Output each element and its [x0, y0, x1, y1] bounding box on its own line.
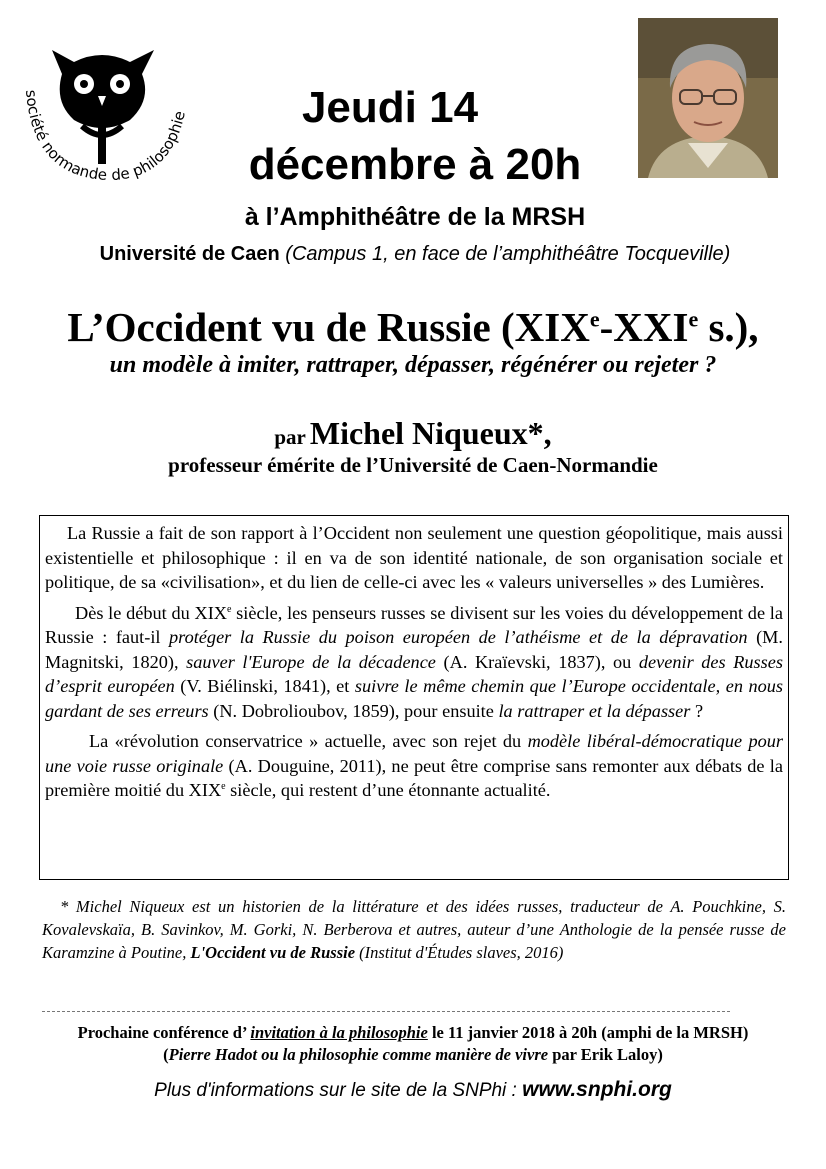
talk-title: [10, 303, 816, 351]
university-name: Université de Caen: [99, 243, 280, 265]
site-prefix: Plus d'informations sur le site de la SNPhi :: [154, 1080, 523, 1101]
text-run: (Institut d'Études slaves, 2016): [355, 943, 564, 962]
next-topic: Pierre Hadot ou la philosophie comme manière de vivre: [168, 1045, 549, 1064]
text-run: (: [163, 1045, 169, 1064]
text-sup: e: [221, 780, 226, 792]
text-run: le 11 janvier 2018 à 20h (amphi de la MRSH): [427, 1023, 749, 1042]
quote-italic: sauver l'Europe de la décadence: [186, 651, 436, 672]
speaker-by: par: [274, 425, 306, 449]
abstract-paragraph-2: [45, 601, 783, 724]
title-part: L’Occident vu de Russie (XIX: [67, 304, 590, 350]
speaker-name: Michel Niqueux*: [309, 415, 544, 451]
owl-logo-icon: [12, 40, 202, 190]
abstract-paragraph-1: La Russie a fait de son rapport à l’Occident non seulement une question géopolitique, mais aussi existentielle et philosophique : il en va de son identité nationale, de son organisation sociale et politique, de sa «civilisation», et du lien de celle-ci avec les « valeurs universelles » des Lumières.: [45, 523, 783, 592]
title-sup: e: [589, 306, 600, 332]
speaker-photo: [638, 18, 778, 178]
next-conference-line-1: [20, 1022, 806, 1044]
divider: [42, 1011, 730, 1012]
next-conference-line-2: [20, 1044, 806, 1066]
quote-italic: modèle libéral-démocratique pour une voie russe originale: [45, 731, 783, 776]
text-run: (M. Magnitski, 1820),: [45, 627, 783, 672]
text-run: siècle, qui restent d’une étonnante actualité.: [225, 780, 551, 800]
text-run: (V. Biélinski, 1841), et: [174, 676, 355, 696]
speaker-suffix: ,: [543, 415, 552, 451]
logo-text: société normande de philosophie: [21, 88, 189, 185]
speaker-footnote: [42, 895, 786, 964]
event-venue: à l’Amphithéâtre de la MRSH: [244, 203, 586, 231]
text-run: (A. Douguine, 2011), ne peut être comprise sans remonter aux débats de la première moitié du XIX: [45, 755, 783, 800]
next-conference: [20, 1022, 806, 1066]
abstract-box: [39, 515, 789, 880]
speaker-role: professeur émérite de l’Université de Caen-Normandie: [168, 453, 658, 477]
site-info: [20, 1078, 806, 1102]
text-run: ?: [690, 700, 704, 721]
text-run: (N. Dobrolioubov, 1859), pour ensuite: [208, 700, 499, 721]
title-sup: e: [688, 306, 699, 332]
talk-subtitle: un modèle à imiter, rattraper, dépasser, régénérer ou rejeter ?: [109, 352, 717, 378]
text-run: (A. Kraïevski, 1837), ou: [435, 651, 639, 672]
campus-note: (Campus 1, en face de l’amphithéâtre Tocqueville): [285, 243, 731, 265]
site-link[interactable]: www.snphi.org: [522, 1078, 672, 1101]
title-part: s.),: [698, 304, 759, 350]
book-title: L'Occident vu de Russie: [190, 943, 356, 962]
text-run: * Michel Niqueux est un historien de la littérature et des idées russes, traducteur de A. Pouchkine, S. Kovalevskaïa, B. Savinkov, M. Gorki, N. Berberova et autres, auteur d’une Anthologie de la pensée russe de Karamzine à Poutine,: [42, 897, 786, 962]
text-run: Prochaine conférence d’: [77, 1023, 251, 1042]
series-link[interactable]: invitation à la philosophie: [250, 1023, 428, 1042]
quote-italic: la rattraper et la dépasser: [498, 700, 691, 721]
text-run: siècle, les penseurs russes se divisent sur les voies du développement de la Russie : faut-il: [45, 602, 783, 647]
text-run: par Erik Laloy): [548, 1045, 663, 1064]
speaker-line: [10, 415, 816, 452]
quote-italic: suivre le même chemin que l’Europe occidentale, en nous gardant de ses erreurs: [45, 676, 784, 721]
title-part: -XXI: [599, 304, 689, 350]
abstract-paragraph-3: [45, 729, 783, 803]
quote-italic: protéger la Russie du poison européen de l’athéisme et de la dépravation: [169, 627, 748, 647]
snphi-logo: [12, 40, 202, 190]
event-date-day: Jeudi 14: [301, 83, 479, 132]
event-date-time: décembre à 20h: [248, 140, 582, 189]
event-university: [20, 243, 810, 266]
text-run: La «révolution conservatrice » actuelle, avec son rejet du: [89, 731, 528, 751]
text-run: Dès le début du XIX: [75, 602, 227, 623]
quote-italic: devenir des Russes d’esprit européen: [45, 651, 783, 696]
text-sup: e: [226, 603, 232, 615]
